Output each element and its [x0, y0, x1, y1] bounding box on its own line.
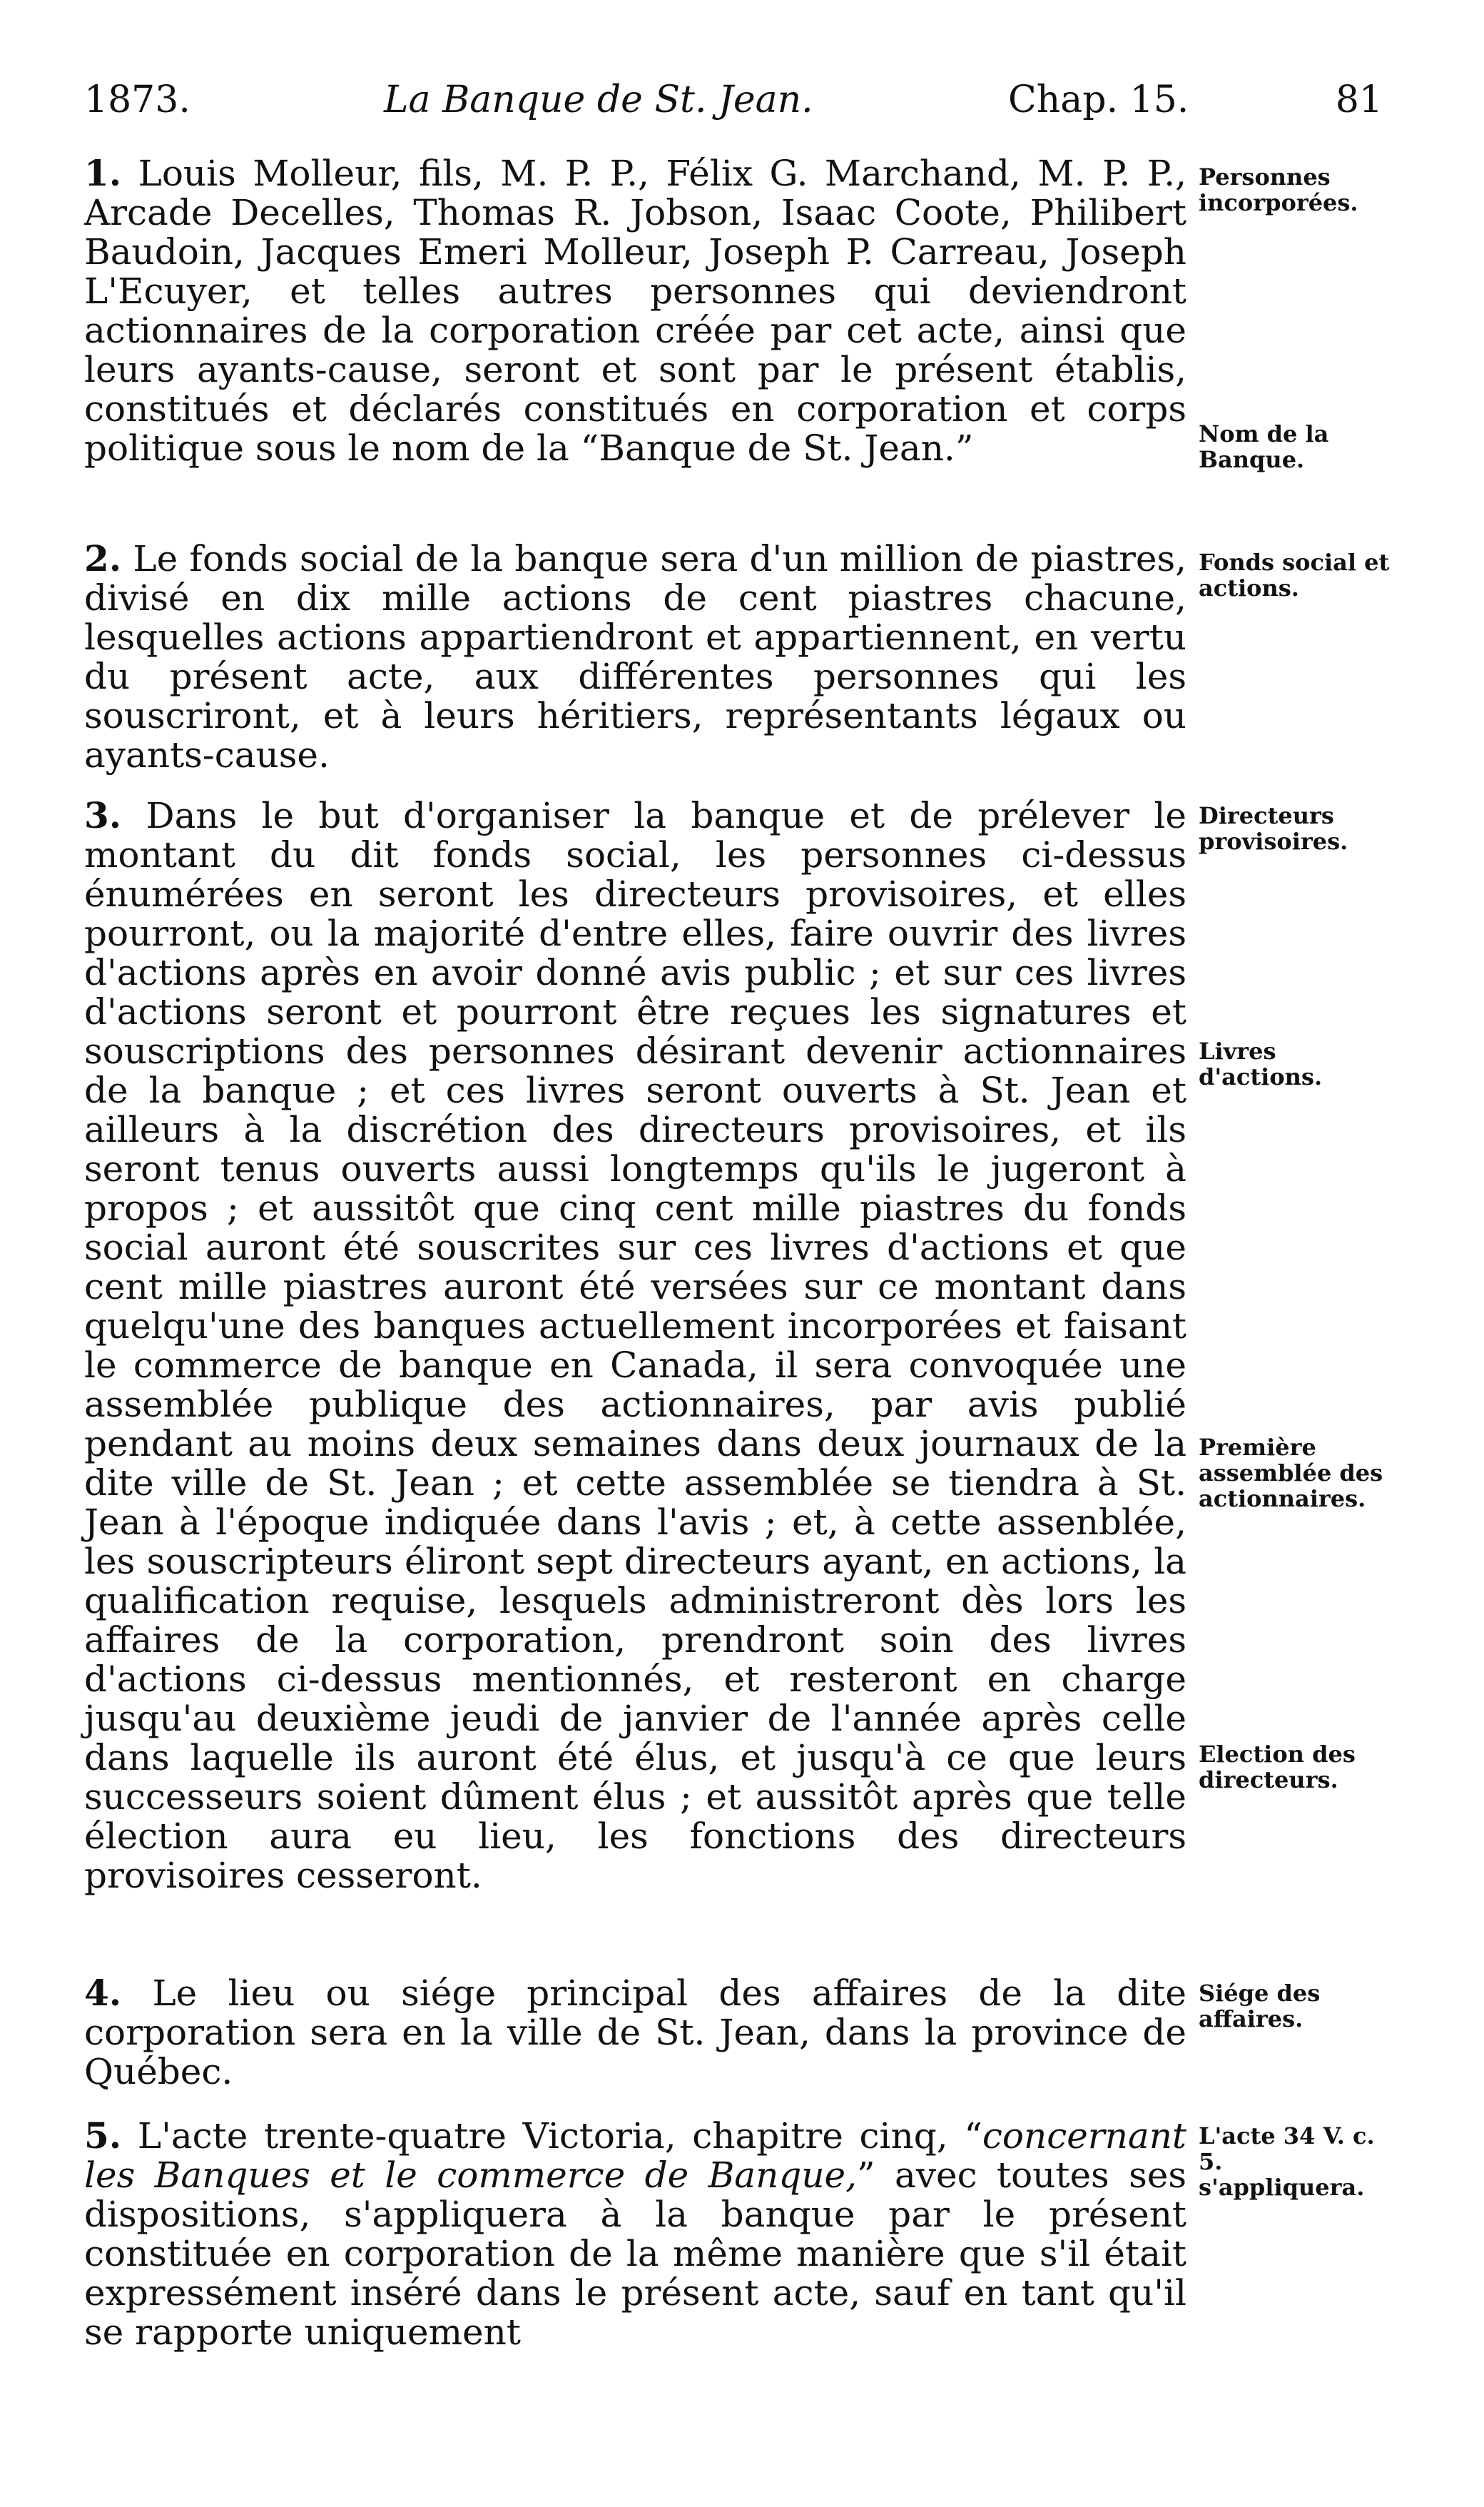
- section-number: 2.: [84, 537, 122, 579]
- margin-note-acte-34v: L'acte 34 V. c. 5. s'appliquera.: [1199, 2122, 1375, 2201]
- margin-note-personnes-incorporees: Personnes incorporées.: [1199, 163, 1358, 216]
- section-number: 5.: [84, 2115, 122, 2157]
- section-text: Le lieu ou siége principal des affaires de la dite corporation sera en la ville de St. Jean, dans la province de Québec.: [84, 1972, 1186, 2092]
- section-3: [84, 796, 1186, 1895]
- margin-note-nom-banque: Nom de la Banque.: [1199, 420, 1329, 473]
- header-title: La Banque de St. Jean.: [384, 78, 813, 121]
- page-header: [84, 78, 1383, 143]
- section-text-before: L'acte trente-quatre Victoria, chapitre cinq, “: [137, 2115, 982, 2157]
- section-4: [84, 1973, 1186, 2092]
- section-number: 3.: [84, 794, 122, 836]
- header-page-number: 81: [1335, 78, 1383, 121]
- margin-note-directeurs-provisoires: Directeurs provisoires.: [1199, 802, 1348, 855]
- header-year: 1873.: [84, 78, 190, 121]
- section-text: Dans le but d'organiser la banque et de prélever le montant du dit fonds social, les personnes ci-dessus énumérées en seront les directeurs provisoires, et elles pourront, ou la majorité d'entre elles, faire ouvrir des livres d'actions après en avoir donné avis public ; et sur ces livres d'actions seront et pourront être reçues les signatures et souscriptions des personnes désirant devenir actionnaires de la banque ; et ces livres seront ouverts à St. Jean et ailleurs à la discrétion des directeurs provisoires, et ils seront tenus ouverts aussi longtemps qu'ils le jugeront à propos ; et aussitôt que cinq cent mille piastres du fonds social auront été souscrites sur ces livres d'actions et que cent mille piastres auront été versées sur ce montant dans quelqu'une des banques actuellement incorporées et faisant le commerce de banque en Canada, il sera convoquée une assemblée publique des actionnaires, par avis publié pendant au moins deux semaines dans deux journaux de la dite ville de St. Jean ; et cette assemblée se tiendra à St. Jean à l'époque indiquée dans l'avis ; et, à cette assenblée, les souscripteurs éliront sept directeurs ayant, en actions, la qualification requise, lesquels administreront dès lors les affaires de la corporation, prendront soin des livres d'actions ci-dessus mentionnés, et resteront en charge jusqu'au deuxième jeudi de janvier de l'année après celle dans laquelle ils auront été élus, et jusqu'à ce que leurs successeurs soient dûment élus ; et aussitôt après que telle élection aura eu lieu, les fonctions des directeurs provisoires cesseront.: [84, 795, 1186, 1896]
- section-2: [84, 539, 1186, 775]
- section-text: Louis Molleur, fils, M. P. P., Félix G. Marchand, M. P. P., Arcade Decelles, Thomas R. Jobson, Isaac Coote, Philibert Baudoin, Jacques Emeri Molleur, Joseph P. Carreau, Joseph L'Ecuyer, et telles autres personnes qui deviendront actionnaires de la corporation créée par cet acte, ainsi que leurs ayants-cause, seront et sont par le présent établis, constitués et déclarés constitués en corporation et corps politique sous le nom de la “Banque de St. Jean.”: [84, 153, 1186, 469]
- section-number: 4.: [84, 1972, 122, 2014]
- margin-note-livres-actions: Livres d'actions.: [1199, 1038, 1323, 1090]
- section-text: Le fonds social de la banque sera d'un million de piastres, divisé en dix mille actions de cent piastres chacune, lesquelles actions appartiendront et appartiennent, en vertu du présent acte, aux différentes personnes qui les souscriront, et à leurs héritiers, représentants légaux ou ayants-cause.: [84, 538, 1186, 776]
- section-text-italic: concernant les Banques et le commerce de Banque,: [84, 2115, 1186, 2196]
- margin-note-election-directeurs: Election des directeurs.: [1199, 1741, 1356, 1793]
- section-number: 1.: [84, 152, 122, 194]
- margin-note-fonds-social: Fonds social et actions.: [1199, 549, 1390, 602]
- margin-note-siege-affaires: Siége des affaires.: [1199, 1980, 1321, 2032]
- margin-note-premiere-assemblee: Première assemblée des actionnaires.: [1199, 1434, 1383, 1512]
- header-chapter: Chap. 15.: [1008, 78, 1189, 121]
- section-text-after: ” avec toutes ses dispositions, s'appliquera à la banque par le présent constituée en corporation de la même manière que s'il était expressément inséré dans le présent acte, sauf en tant qu'il se rapporte uniquement: [84, 2154, 1186, 2353]
- section-5: [84, 2116, 1186, 2352]
- section-1: [84, 153, 1186, 468]
